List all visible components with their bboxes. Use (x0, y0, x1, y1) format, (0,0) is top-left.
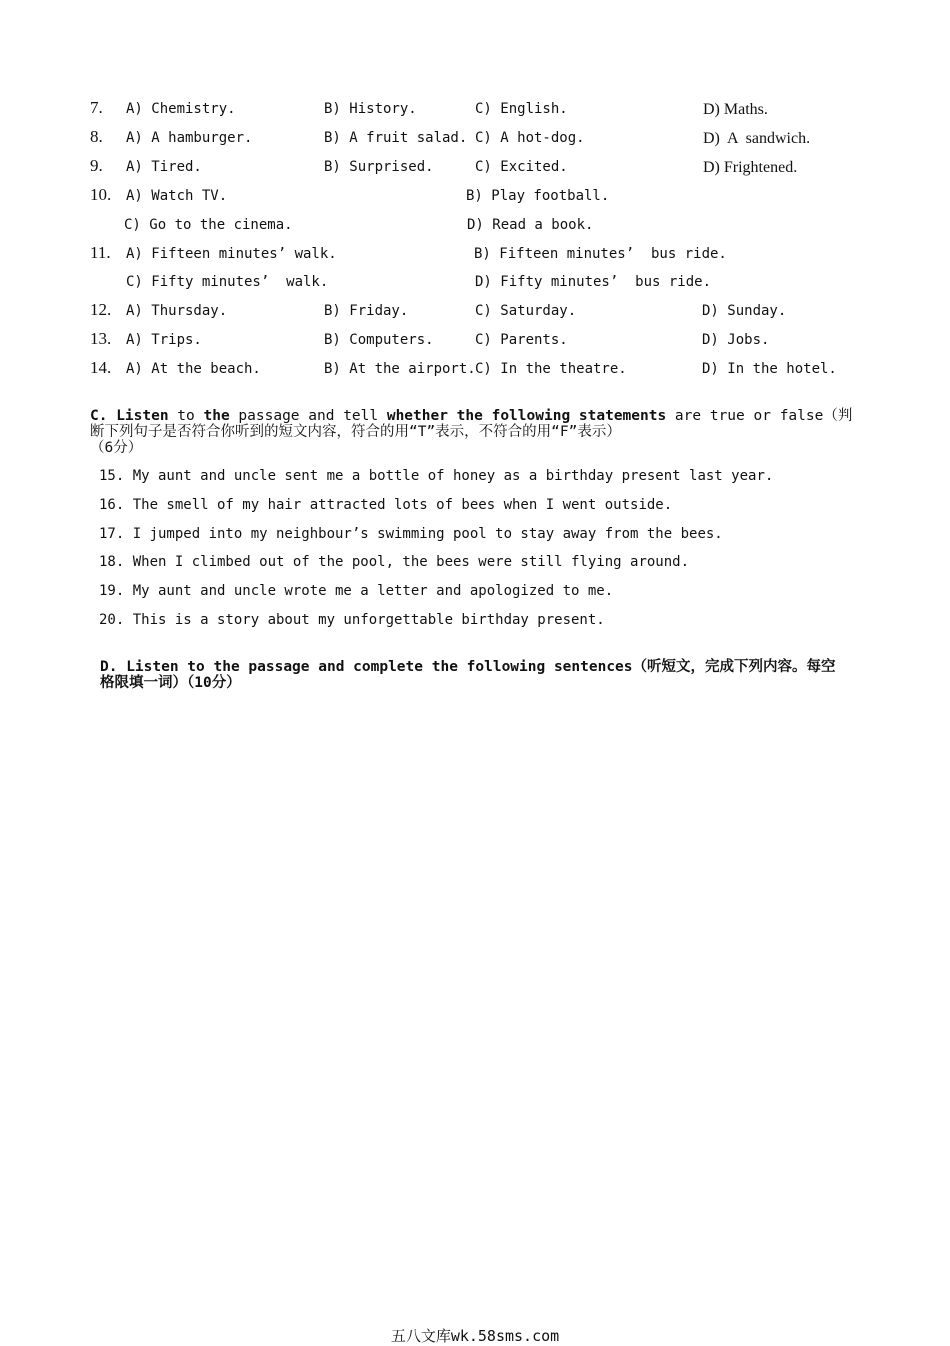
option-c: C) Saturday. (475, 303, 577, 319)
section-d-line2: 格限填一词）（10分） (100, 675, 241, 691)
option-c: C) English. (475, 101, 568, 117)
option-b: B) Computers. (324, 332, 434, 348)
option-b: B) A fruit salad. (324, 130, 468, 146)
statement: 19. My aunt and uncle wrote me a letter and apologized to me. (99, 583, 614, 599)
footer-watermark: 五八文库wk.58sms.com (390, 1327, 560, 1345)
option-c: C) In the theatre. (475, 361, 627, 377)
section-d-instructions (100, 659, 860, 691)
option-b: B) Surprised. (324, 159, 434, 175)
statement: 18. When I climbed out of the pool, the bees were still flying around. (99, 554, 690, 570)
option-b: B) History. (324, 101, 417, 117)
option-a: A) Chemistry. (126, 101, 236, 117)
option-c: C) Fifty minutes’ walk. (126, 274, 329, 290)
option-a: A) Fifteen minutes’ walk. (126, 246, 337, 262)
option-a: A) Trips. (126, 332, 202, 348)
option-d: D) In the hotel. (702, 361, 837, 377)
option-c: C) Go to the cinema. (124, 217, 293, 233)
question-number: 14. (90, 358, 112, 377)
section-c-instructions (90, 408, 860, 456)
option-a: A) A hamburger. (126, 130, 253, 146)
option-d: D) Frightened. (703, 159, 798, 176)
question-number: 8. (90, 127, 103, 146)
question-number: 13. (90, 329, 112, 348)
option-a: A) At the beach. (126, 361, 261, 377)
question-number: 10. (90, 185, 112, 204)
question-number: 9. (90, 156, 103, 175)
option-b: B) Play football. (466, 188, 610, 204)
option-a: A) Thursday. (126, 303, 228, 319)
option-a: A) Tired. (126, 159, 202, 175)
option-d: D) A sandwich. (703, 130, 811, 147)
option-c: C) Excited. (475, 159, 568, 175)
option-b: B) Friday. (324, 303, 409, 319)
question-number: 7. (90, 98, 103, 117)
option-d: D) Sunday. (702, 303, 787, 319)
section-c-line2: 断下列句子是否符合你听到的短文内容，符合的用“T”表示，不符合的用“F”表示） (90, 424, 621, 440)
option-d: D) Fifty minutes’ bus ride. (475, 274, 712, 290)
option-c: C) Parents. (475, 332, 568, 348)
statement: 17. I jumped into my neighbour’s swimming pool to stay away from the bees. (99, 526, 723, 542)
statement: 16. The smell of my hair attracted lots of bees when I went outside. (99, 497, 673, 513)
statement: 15. My aunt and uncle sent me a bottle of honey as a birthday present last year. (99, 468, 774, 484)
option-d: D) Jobs. (702, 332, 770, 348)
question-number: 12. (90, 300, 112, 319)
section-c-line3: （6分） (90, 440, 143, 456)
section-d-line1: D. Listen to the passage and complete the following sentences（听短文，完成下列内容。每空 (100, 659, 836, 675)
option-a: A) Watch TV. (126, 188, 228, 204)
option-b: B) At the airport. (324, 361, 476, 377)
option-d: D) Read a book. (467, 217, 594, 233)
statement: 20. This is a story about my unforgettable birthday present. (99, 612, 605, 628)
option-b: B) Fifteen minutes’ bus ride. (474, 246, 727, 262)
option-d: D) Maths. (703, 101, 768, 118)
section-c-line1: C. Listen to the passage and tell whether the following statements are true or false（判 (90, 408, 853, 424)
question-number: 11. (90, 243, 111, 262)
option-c: C) A hot-dog. (475, 130, 585, 146)
